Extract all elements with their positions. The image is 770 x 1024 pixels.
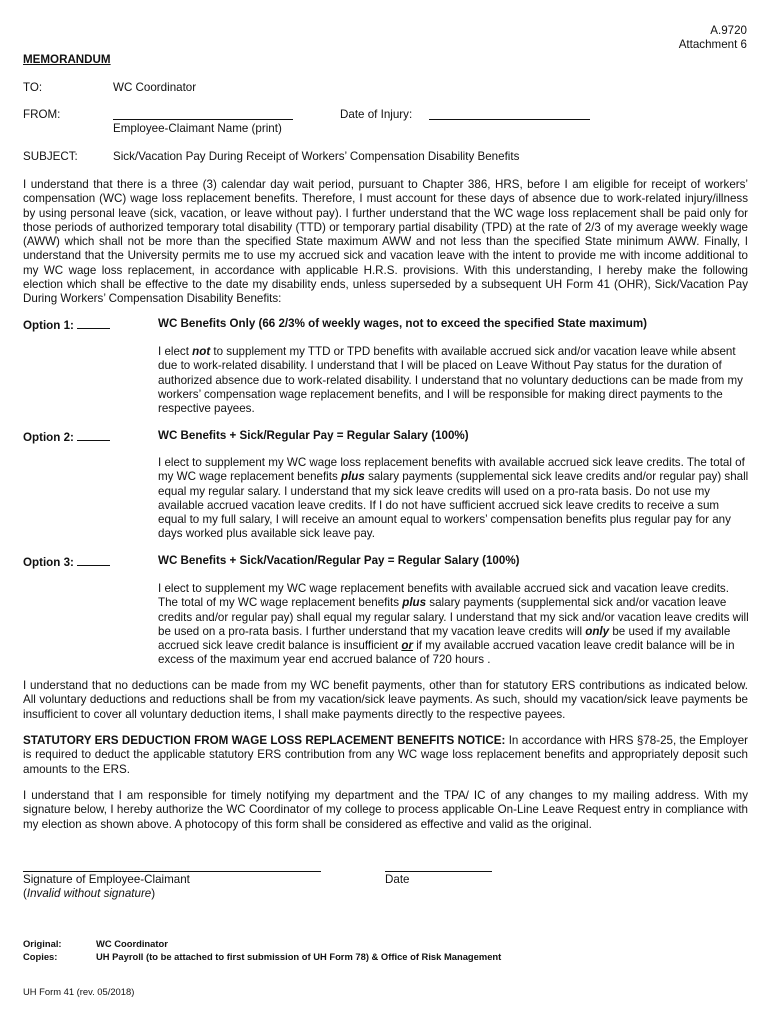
- option3-checkbox-line[interactable]: [77, 554, 110, 566]
- option1-label: Option 1:: [23, 317, 110, 333]
- option1-title: WC Benefits Only (66 2/3% of weekly wages, not to exceed the specified State maximum): [158, 317, 648, 330]
- date-of-injury-label: Date of Injury:: [340, 108, 413, 121]
- original-value: WC Coordinator: [96, 938, 168, 949]
- form-code: A.9720: [710, 24, 747, 37]
- deductions-paragraph: I understand that no deductions can be made from my WC benefit payments, other than for statutory ERS contributions as indicated below. All voluntary deductions and reductions shall be from my vacation/sick leave payments. As such, should my vacation/sick leave payments be insufficient to cover all voluntary deduction items, I shall make payments directly to the respective payees.: [23, 679, 748, 721]
- signature-date-caption: Date: [385, 873, 410, 886]
- copies-value: UH Payroll (to be attached to first submission of UH Form 78) & Office of Risk Management: [96, 951, 502, 962]
- copies-label: Copies:: [23, 951, 58, 962]
- option3-text: I elect to supplement my WC wage replacement benefits with available accrued sick and vacation leave credits. The total of my WC wage replacement benefits plus salary payments (supplemental sick and/or vacation leave credits and/or regular pay) shall equal my regular salary. I understand that my sick and/or vacation leave credits will be used on a pro-rata basis. I further understand that my vacation leave credits will only be used if my available accrued sick leave credit balance is insufficient or if my available accrued vacation leave credit balance will be in excess of the maximum year end accrued balance of 720 hours .: [158, 582, 749, 667]
- to-label: TO:: [23, 81, 43, 94]
- option3-title: WC Benefits + Sick/Vacation/Regular Pay = Regular Salary (100%): [158, 554, 520, 567]
- option3-label: Option 3:: [23, 554, 110, 570]
- signature-note: (Invalid without signature): [23, 887, 156, 900]
- option2-text: I elect to supplement my WC wage loss replacement benefits with available accrued sick leave credits. The total of my WC wage replacement benefits plus salary payments (supplemental sick leave credits and/or regular pay) shall equal my regular salary. I understand that my sick leave credits will used on a pro-rata basis. Do not use my available accrued vacation leave credits. If I do not have sufficient accrued sick leave credits to receive a sum equal to my full salary, I will receive an amount equal to workers’ compensation benefits plus regular pay for any days worked plus available sick leave pay.: [158, 456, 749, 541]
- option2-title: WC Benefits + Sick/Regular Pay = Regular Salary (100%): [158, 429, 469, 442]
- signature-caption: Signature of Employee-Claimant: [23, 873, 190, 886]
- original-label: Original:: [23, 938, 62, 949]
- employee-name-field[interactable]: [113, 106, 293, 120]
- signature-field[interactable]: [23, 859, 321, 872]
- from-label: FROM:: [23, 108, 61, 121]
- option2-label: Option 2:: [23, 429, 110, 445]
- option2-checkbox-line[interactable]: [77, 429, 110, 441]
- ers-notice: STATUTORY ERS DEDUCTION FROM WAGE LOSS REPLACEMENT BENEFITS NOTICE: In accordance with HRS §78-25, the Employer is required to deduct the applicable statutory ERS contribution from any WC wage loss replacement benefits and appropriately deposit such amounts to the ERS.: [23, 734, 748, 776]
- intro-paragraph: I understand that there is a three (3) calendar day wait period, pursuant to Chapter 386, HRS, before I am eligible for receipt of workers’ compensation (WC) wage loss replacement benefits. Therefore, I must account for these days of absence due to work-related injury/illness by using personal leave (sick, vacation, or leave without pay). I further understand that the WC wage loss replacement shall be paid only for those periods of authorized temporary total disability (TTD) or temporary partial disability (TPD) at the rate of 2/3 of my average weekly wage (AWW) which shall not be more than the specified State maximum AWW and not less than the specified State minimum AWW. Finally, I understand that the University permits me to use my accrued sick and vacation leave with the intent to provide me with income additional to my WC wage loss replacement, in accordance with applicable H.R.S. provisions. With this understanding, I hereby make the following election which shall be effective to the date my disability ends, unless superseded by a subsequent UH Form 41 (OHR), Sick/Vacation Pay During Workers’ Compensation Disability Benefits:: [23, 178, 748, 306]
- to-value: WC Coordinator: [113, 81, 197, 94]
- subject-value: Sick/Vacation Pay During Receipt of Workers’ Compensation Disability Benefits: [113, 150, 520, 163]
- form-footer: UH Form 41 (rev. 05/2018): [23, 986, 135, 997]
- attachment-number: Attachment 6: [678, 38, 747, 51]
- responsibility-paragraph: I understand that I am responsible for timely notifying my department and the TPA/ IC of any changes to my mailing address. With my signature below, I hereby authorize the WC Coordinator of my college to process applicable On-Line Leave Request entry in compliance with my election as shown above. A photocopy of this form shall be considered as effective and valid as the original.: [23, 789, 748, 831]
- option1-checkbox-line[interactable]: [77, 317, 110, 329]
- option1-text: I elect not to supplement my TTD or TPD benefits with available accrued sick and/or vacation leave while absent due to work-related disability. I understand that I will be placed on Leave Without Pay status for the duration of authorized absence due to work-related disability. I understand that no voluntary deductions can be made from my workers’ compensation wage replacement benefits, and I will be responsible for making direct payments to the respective payees.: [158, 345, 743, 416]
- subject-label: SUBJECT:: [23, 150, 78, 163]
- date-of-injury-field[interactable]: [429, 106, 590, 120]
- employee-name-caption: Employee-Claimant Name (print): [113, 122, 282, 135]
- signature-date-field[interactable]: [385, 859, 492, 872]
- memo-title: MEMORANDUM: [23, 53, 111, 66]
